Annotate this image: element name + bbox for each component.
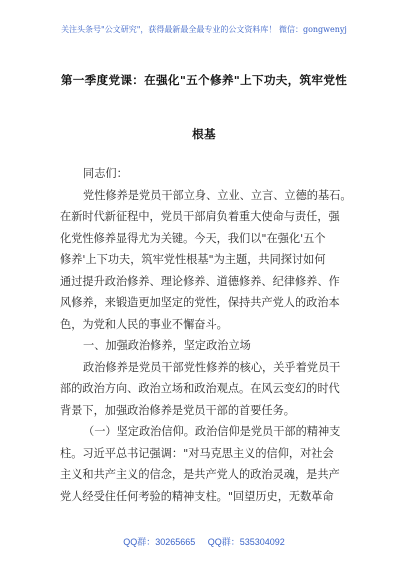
paragraph-line: 背景下，加强政治修养是党员干部的首要任务。	[60, 403, 295, 417]
footer-qq-group-1: QQ群：30265665	[123, 537, 196, 547]
footer-contacts	[0, 535, 408, 548]
footer-qq-group-2: QQ群：535304092	[207, 537, 285, 547]
paragraph-line: 党人经受住任何考验的精神支柱。"回望历史，无数革命	[60, 489, 334, 503]
paragraph-line: 风修养，来锻造更加坚定的党性，保持共产党人的政治本	[60, 296, 340, 309]
section-heading: 一、加强政治修养，坚定政治立场	[83, 339, 251, 352]
paragraph-line: 部的政治方向、政治立场和政治观点。在风云变幻的时代	[60, 382, 340, 395]
paragraph-line: 党性修养是党员干部立身、立业、立言、立德的基石。	[83, 188, 352, 202]
document-title-line-2: 根基	[192, 127, 216, 141]
paragraph-line: 在新时代新征程中，党员干部肩负着重大使命与责任，强	[60, 210, 340, 223]
salutation: 同志们：	[83, 167, 128, 180]
paragraph-line: 柱。习近平总书记强调："对马克思主义的信仰，对社会	[60, 446, 334, 460]
paragraph-line: 主义和共产主义的信念，是共产党人的政治灵魂，是共产	[60, 468, 340, 481]
paragraph-line: 通过提升政治修养、理论修养、道德修养、纪律修养、作	[60, 274, 340, 288]
header-note: 关注头条号"公文研究"，获得最新最全最专业的公文资料库！ 微信：gongwenyj	[61, 25, 347, 34]
paragraph-line: 修养'上下功夫，筑牢党性根基"为主题，共同探讨如何	[60, 253, 326, 266]
document-title-line-1: 第一季度党课：在强化"五个修养"上下功夫，筑牢党性	[60, 73, 348, 87]
paragraph-line: 政治修养是党员干部党性修养的核心，关乎着党员干	[83, 360, 341, 374]
paragraph-line: 化党性修养显得尤为关键。今天，我们以"在强化'五个	[60, 231, 326, 245]
document-body	[60, 163, 352, 507]
subsection-line: （一）坚定政治信仰。政治信仰是党员干部的精神支	[83, 425, 341, 438]
paragraph-line: 色，为党和人民的事业不懈奋斗。	[60, 317, 228, 331]
